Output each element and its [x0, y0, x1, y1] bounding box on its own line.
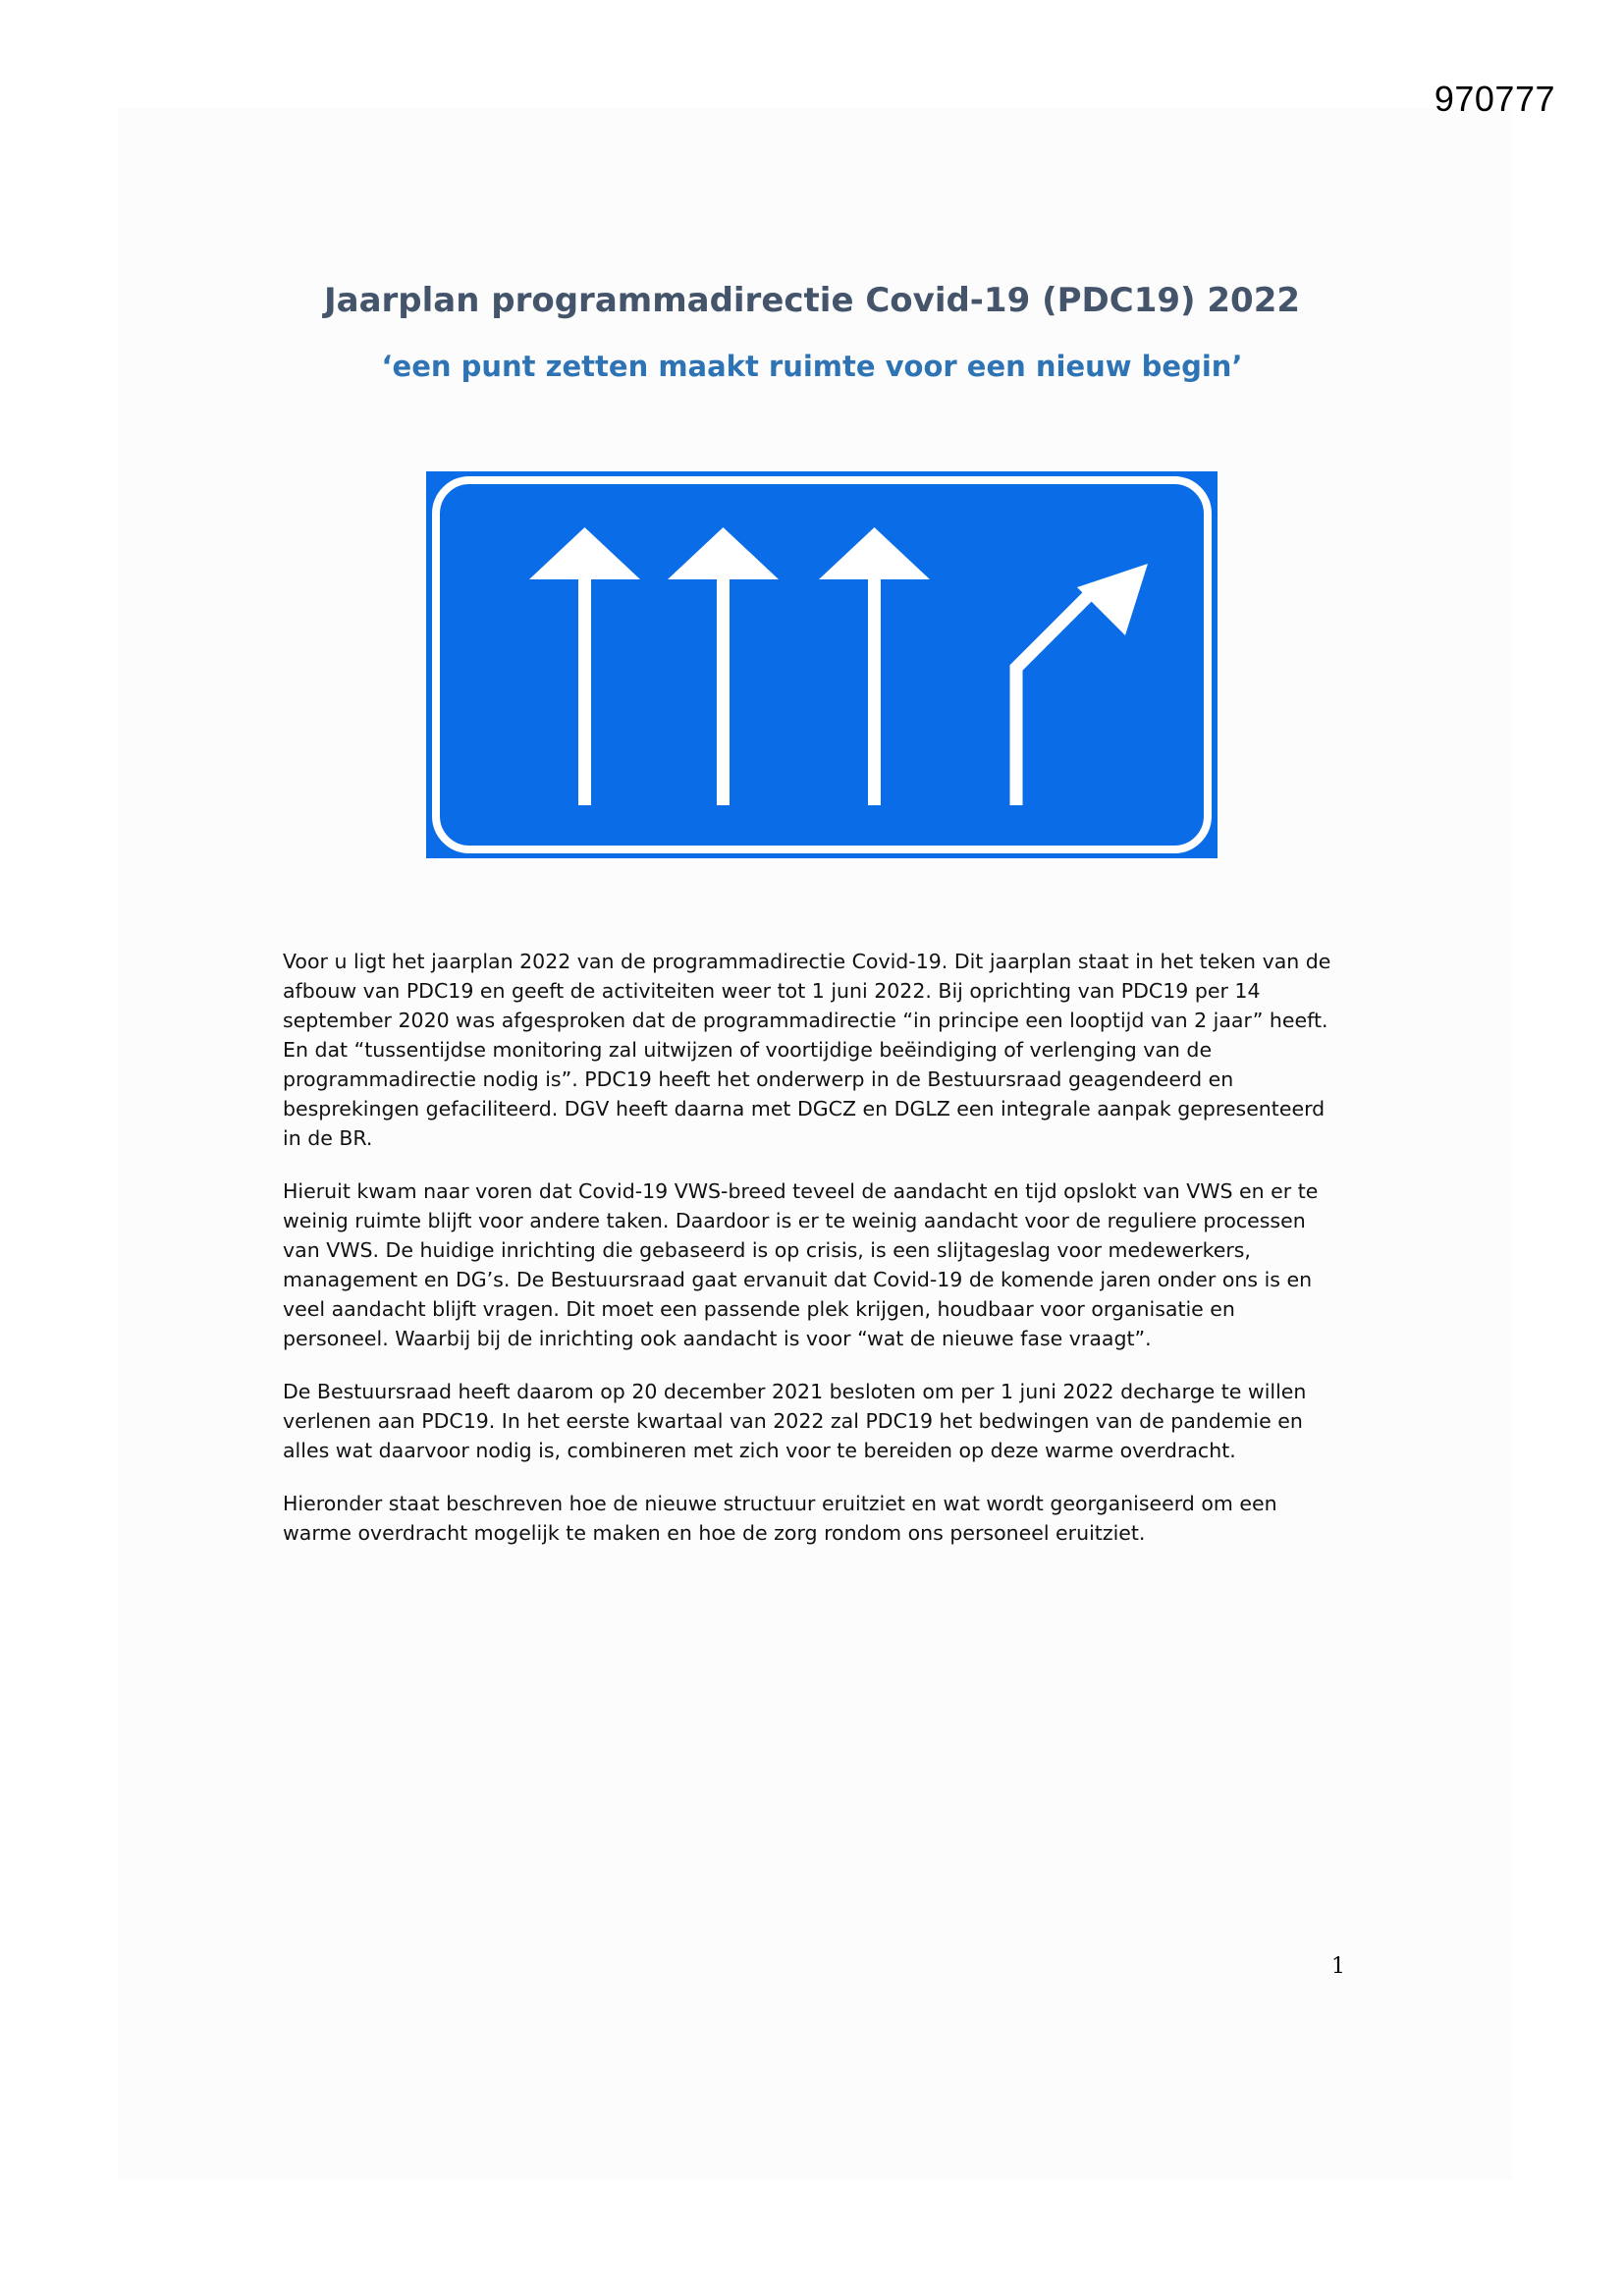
page-title: Jaarplan programmadirectie Covid-19 (PDC19) 2022 [323, 281, 1301, 320]
page-subtitle: ‘een punt zetten maakt ruimte voor een nieuw begin’ [381, 350, 1243, 383]
lane-arrows-sign-icon [426, 471, 1218, 858]
page-number: 1 [1331, 1954, 1345, 1979]
paragraph: Voor u ligt het jaarplan 2022 van de programmadirectie Covid-19. Dit jaarplan staat in het teken van de afbouw van PDC19 en geeft de activiteiten weer tot 1 juni 2022. Bij oprichting van PDC19 per 14 september 2020 was afgesproken dat de programmadirectie “in principe een looptijd van 2 jaar” heeft. En dat “tussentijdse monitoring zal uitwijzen of voortijdige beëindiging of verlenging van de programmadirectie nodig is”. PDC19 heeft het onderwerp in de Bestuursraad geagendeerd en besprekingen gefaciliteerd. DGV heeft daarna met DGCZ en DGLZ een integrale aanpak gepresenteerd in de BR. [283, 950, 1331, 1150]
document-id-stamp: 970777 [1434, 79, 1555, 119]
paragraph: Hieronder staat beschreven hoe de nieuwe structuur eruitziet en wat wordt georganiseerd om een warme overdracht mogelijk te maken en hoe de zorg rondom ons personeel eruitziet. [283, 1492, 1277, 1545]
paragraph: De Bestuursraad heeft daarom op 20 december 2021 besloten om per 1 juni 2022 decharge te willen verlenen aan PDC19. In het eerste kwartaal van 2022 zal PDC19 het bedwingen van de pandemie en alles wat daarvoor nodig is, combineren met zich voor te bereiden op deze warme overdracht. [283, 1380, 1307, 1462]
paragraph: Hieruit kwam naar voren dat Covid-19 VWS-breed teveel de aandacht en tijd opslokt van VWS en er te weinig ruimte blijft voor andere taken. Daardoor is er te weinig aandacht voor de reguliere processen van VWS. De huidige inrichting die gebaseerd is op crisis, is een slijtageslag voor medewerkers, management en DG’s. De Bestuursraad gaat ervanuit dat Covid-19 de komende jaren onder ons is en veel aandacht blijft vragen. Dit moet een passende plek krijgen, houdbaar voor organisatie en personeel. Waarbij bij de inrichting ook aandacht is voor “wat de nieuwe fase vraagt”. [283, 1179, 1319, 1350]
sign-background [426, 471, 1218, 858]
body-text [283, 947, 1338, 1571]
